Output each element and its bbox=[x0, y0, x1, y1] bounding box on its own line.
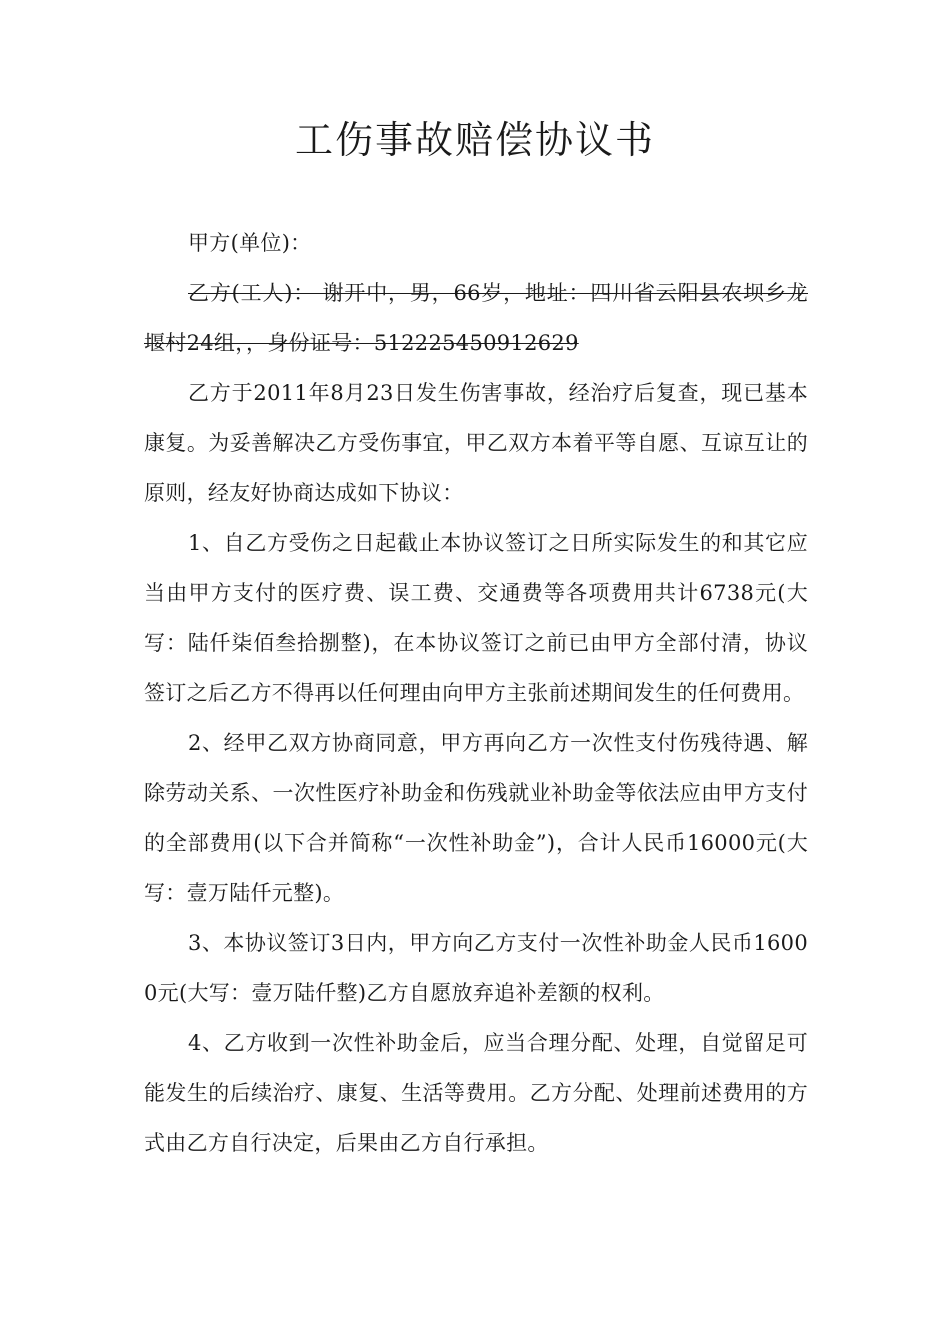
party-a-text: 甲方(单位)： bbox=[188, 231, 312, 255]
clause-3 bbox=[144, 918, 808, 1018]
clause-4-text: 4、乙方收到一次性补助金后，应当合理分配、处理，自觉留足可能发生的后续治疗、康复、生活等费用。乙方分配、处理前述费用的方式由乙方自行决定，后果由乙方自行承担。 bbox=[144, 1031, 808, 1155]
party-b-line bbox=[144, 268, 808, 368]
party-a-line bbox=[144, 218, 808, 268]
clause-1 bbox=[144, 518, 808, 718]
clause-2-text: 2、经甲乙双方协商同意，甲方再向乙方一次性支付伤残待遇、解除劳动关系、一次性医疗补助金和伤残就业补助金等依法应由甲方支付的全部费用(以下合并简称“一次性补助金”)，合计人民币16000元(大写：壹万陆仟元整)。 bbox=[144, 731, 808, 905]
party-b-text-struck: 乙方(工人)： 谢开中，男，66岁，地址：四川省云阳县农坝乡龙堰村24组，，身份证号：512225450912629 bbox=[144, 281, 808, 355]
clause-3-text: 3、本协议签订3日内，甲方向乙方支付一次性补助金人民币16000元(大写：壹万陆仟整)乙方自愿放弃追补差额的权利。 bbox=[144, 931, 808, 1005]
clause-4 bbox=[144, 1018, 808, 1168]
document-title: 工伤事故赔偿协议书 bbox=[294, 118, 655, 162]
intro-text: 乙方于2011年8月23日发生伤害事故，经治疗后复查，现已基本康复。为妥善解决乙方受伤事宜，甲乙双方本着平等自愿、互谅互让的原则，经友好协商达成如下协议： bbox=[144, 381, 808, 505]
intro-paragraph bbox=[144, 368, 808, 518]
clause-2 bbox=[144, 718, 808, 918]
clause-1-text: 1、自乙方受伤之日起截止本协议签订之日所实际发生的和其它应当由甲方支付的医疗费、误工费、交通费等各项费用共计6738元(大写：陆仟柒佰叁拾捌整)，在本协议签订之前已由甲方全部付清，协议签订之后乙方不得再以任何理由向甲方主张前述期间发生的任何费用。 bbox=[144, 531, 808, 705]
document-body bbox=[144, 218, 808, 1168]
